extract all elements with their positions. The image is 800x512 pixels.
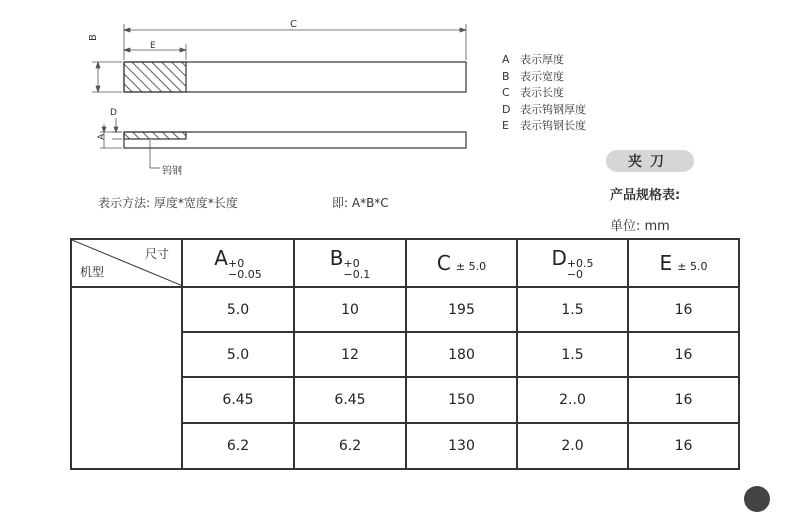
- tol-upper: +0: [343, 257, 360, 270]
- cell-d: 2..0: [517, 377, 628, 423]
- legend-letter: B: [502, 69, 510, 83]
- notation-method: 表示方法: 厚度*宽度*长度: [98, 196, 238, 210]
- table-row: [71, 423, 739, 469]
- label-c: C: [290, 19, 297, 30]
- cell-b: 6.2: [294, 423, 406, 469]
- legend-item-a: [502, 52, 586, 69]
- cell-e: 16: [628, 287, 739, 332]
- legend-letter: E: [502, 119, 509, 132]
- cell-c: 130: [406, 423, 517, 469]
- legend-text: 表示钨钢长度: [520, 119, 586, 132]
- model-cell: [71, 287, 182, 332]
- header-letter: B: [329, 246, 344, 270]
- header-letter: E: [659, 251, 673, 275]
- cell-a: 5.0: [182, 332, 294, 377]
- legend-letter: D: [502, 102, 511, 116]
- cell-e: 16: [628, 377, 739, 423]
- label-d: D: [110, 108, 117, 118]
- header-letter: D: [551, 246, 567, 270]
- tol-upper: +0: [227, 257, 245, 270]
- legend-item-e: [502, 118, 586, 135]
- dimension-d: [112, 118, 122, 139]
- header-letter: C: [436, 251, 451, 275]
- legend: [502, 52, 586, 135]
- tungsten-insert-top: [124, 62, 186, 92]
- cell-c: 195: [406, 287, 517, 332]
- table-row: [71, 332, 739, 377]
- header-b: [294, 239, 406, 287]
- header-letter: A: [214, 246, 228, 270]
- tol-pm: ± 5.0: [677, 260, 708, 273]
- table-row: [71, 377, 739, 423]
- tol-pm: ± 5.0: [455, 260, 487, 273]
- cell-b: 10: [294, 287, 406, 332]
- label-e: E: [150, 41, 156, 51]
- tungsten-insert-side: [124, 132, 186, 139]
- legend-item-b: [502, 69, 586, 86]
- legend-item-c: [502, 85, 586, 102]
- legend-text: 表示钨钢厚度: [520, 102, 586, 116]
- table-row: [71, 287, 739, 332]
- legend-text: 表示宽度: [520, 69, 564, 83]
- cell-d: 1.5: [517, 287, 628, 332]
- legend-letter: A: [502, 53, 510, 66]
- spec-table-title: 产品规格表:: [610, 188, 681, 203]
- cell-e: 16: [628, 332, 739, 377]
- cell-c: 180: [406, 332, 517, 377]
- model-cell: [71, 423, 182, 469]
- model-cell: [71, 377, 182, 423]
- label-a: A: [97, 133, 107, 140]
- cell-a: 5.0: [182, 287, 294, 332]
- top-view: [124, 62, 466, 92]
- tol-lower: −0.05: [227, 268, 262, 281]
- spec-table: [70, 238, 740, 470]
- legend-text: 表示长度: [520, 86, 564, 99]
- cell-d: 1.5: [517, 332, 628, 377]
- corner-cell: [71, 239, 182, 287]
- scroll-to-top-button[interactable]: [744, 486, 770, 512]
- cell-b: 6.45: [294, 377, 406, 423]
- model-cell: [71, 332, 182, 377]
- cell-b: 12: [294, 332, 406, 377]
- header-e: [628, 239, 739, 287]
- tol-lower: −0.1: [343, 268, 371, 281]
- cell-e: 16: [628, 423, 739, 469]
- cell-d: 2.0: [517, 423, 628, 469]
- label-b: B: [88, 34, 99, 41]
- cell-a: 6.45: [182, 377, 294, 423]
- header-d: [517, 239, 628, 287]
- header-c: [406, 239, 517, 287]
- side-view: [124, 132, 466, 148]
- dimension-b: [92, 62, 122, 92]
- legend-item-d: [502, 102, 586, 119]
- table-header-row: [71, 239, 739, 287]
- tungsten-label: 钨钢: [162, 166, 182, 177]
- legend-text: 表示厚度: [520, 53, 564, 66]
- corner-size-label: 尺寸: [144, 247, 169, 261]
- product-title: 夹刀: [606, 150, 694, 172]
- legend-letter: C: [502, 86, 510, 99]
- header-a: [182, 239, 294, 287]
- cell-a: 6.2: [182, 423, 294, 469]
- tol-upper: +0.5: [566, 257, 594, 270]
- tol-lower: −0: [566, 268, 584, 281]
- notation-example: 即: A*B*C: [332, 196, 389, 210]
- corner-model-label: 机型: [80, 265, 105, 279]
- cell-c: 150: [406, 377, 517, 423]
- unit-label: 单位: mm: [610, 219, 670, 234]
